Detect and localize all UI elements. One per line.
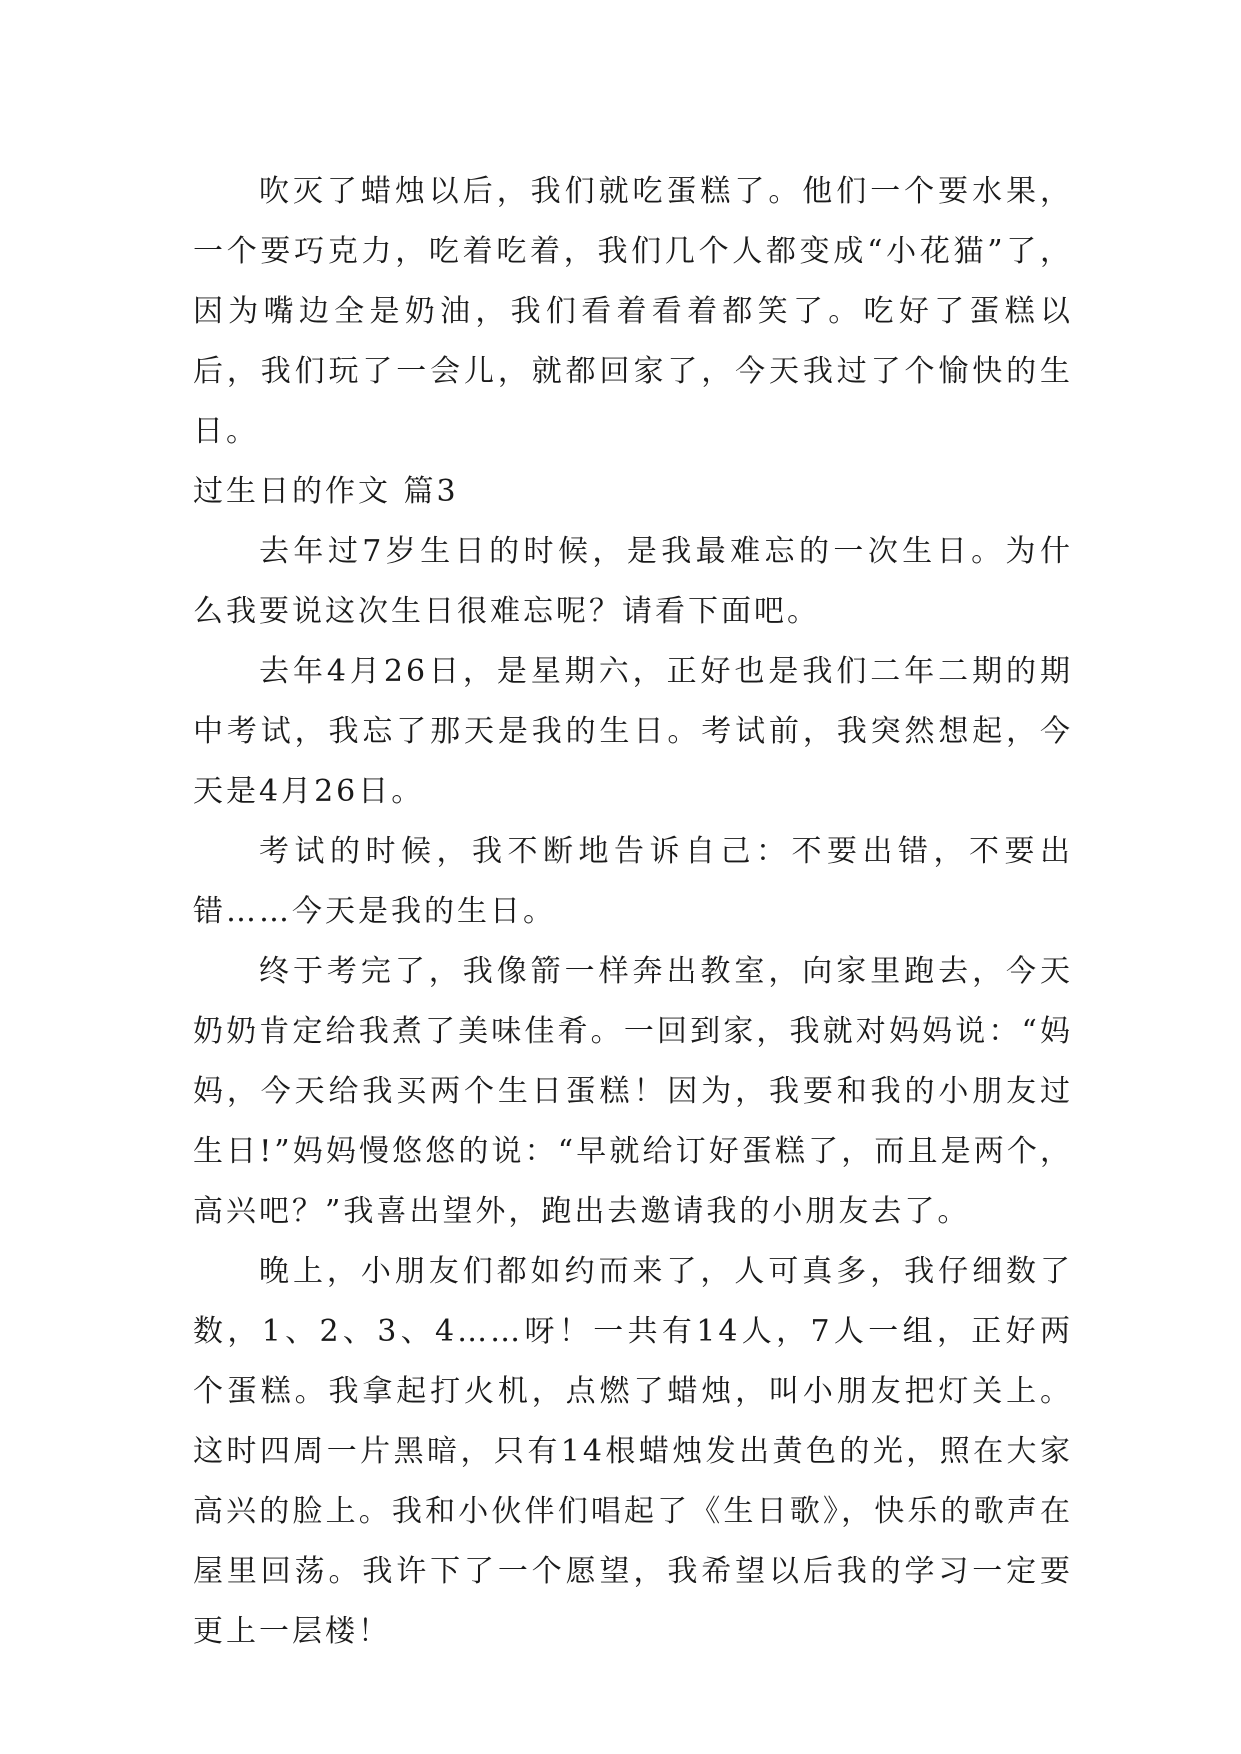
- paragraph-4: 考试的时候，我不断地告诉自己：不要出错，不要出错……今天是我的生日。: [193, 834, 1073, 929]
- section-heading: 过生日的作文 篇3: [193, 474, 459, 509]
- paragraph-6: 晚上，小朋友们都如约而来了，人可真多，我仔细数了数，1、2、3、4……呀！一共有14人，7人一组，正好两个蛋糕。我拿起打火机，点燃了蜡烛，叫小朋友把灯关上。这时四周一片黑暗，只有14根蜡烛发出黄色的光，照在大家高兴的脸上。我和小伙伴们唱起了《生日歌》，快乐的歌声在屋里回荡。我许下了一个愿望，我希望以后我的学习一定要更上一层楼！: [193, 1254, 1073, 1649]
- paragraph-1: 吹灭了蜡烛以后，我们就吃蛋糕了。他们一个要水果，一个要巧克力，吃着吃着，我们几个人都变成“小花猫”了，因为嘴边全是奶油，我们看着看着都笑了。吃好了蛋糕以后，我们玩了一会儿，就都回家了，今天我过了个愉快的生日。: [193, 174, 1073, 449]
- paragraph-2: 去年过7岁生日的时候，是我最难忘的一次生日。为什么我要说这次生日很难忘呢？请看下面吧。: [193, 534, 1073, 629]
- paragraph-5: 终于考完了，我像箭一样奔出教室，向家里跑去，今天奶奶肯定给我煮了美味佳肴。一回到家，我就对妈妈说：“妈妈，今天给我买两个生日蛋糕！因为，我要和我的小朋友过生日!”妈妈慢悠悠的说：“早就给订好蛋糕了，而且是两个，高兴吧？”我喜出望外，跑出去邀请我的小朋友去了。: [193, 954, 1073, 1229]
- paragraph-3: 去年4月26日，是星期六，正好也是我们二年二期的期中考试，我忘了那天是我的生日。考试前，我突然想起，今天是4月26日。: [193, 654, 1073, 809]
- document-body: [193, 162, 1073, 1662]
